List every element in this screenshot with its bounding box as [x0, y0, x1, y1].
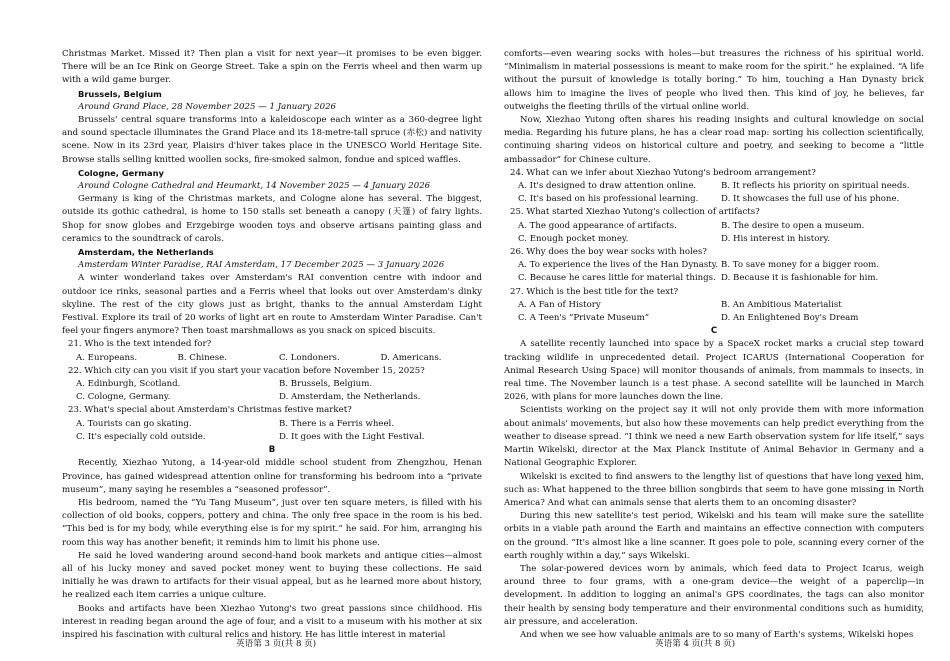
- option-c: C. Londoners.: [279, 352, 340, 363]
- option-d: D. An Enlightened Boy's Dream: [721, 313, 859, 324]
- option-c: C. It's especially cold outside.: [76, 431, 206, 442]
- passage-b-paragraph-2: His bedroom, named the “Yu Tang Museum”, just over ten square meters, is filled with his collection of old books, coppers, pottery and china. The only free space in the room is his bed. “This bed is for my body, while everything else is for my spirit.” he said. For him, arranging his room this way has another benefit; it reminds him to limit his phone use.: [62, 497, 482, 548]
- option-a: A. Edinburgh, Scotland.: [76, 379, 181, 390]
- page-3-column: [62, 48, 482, 642]
- passage-c-paragraph-2: Scientists working on the project say it will not only provide them with more information about animals' movements, but also how these movements can help predict everything from the weather to disease spread. “I think we need a new Earth observation system for life itself,” says Martin Wikelski, director at the Max Planck Institute of Animal Behavior in Germany and a National Geographic Explorer.: [504, 405, 924, 469]
- question-25-options-row1: [504, 220, 924, 233]
- option-a: A. It's designed to draw attention online.: [518, 181, 697, 192]
- cologne-event: Around Cologne Cathedral and Heumarkt, 14 November 2025 — 4 January 2026: [78, 181, 431, 192]
- option-d: D. His interest in history.: [721, 233, 830, 244]
- passage-b-paragraph-3: He said he loved wandering around second-hand book markets and antique cities—almost all of his lucky money and saved pocket money went to buying these collections. He said initially he was drawn to artifacts for their visual appeal, but as he learned more about history, he realized each item carries a unique culture.: [62, 550, 482, 601]
- option-b: B. There is a Ferris wheel.: [279, 418, 395, 429]
- passage-c-paragraph-5: The solar-powered devices worn by animals, which feed data to Project Icarus, weigh around three to four grams, with a one-gram device—the weight of a paperclip—in development. In addition to logging an animal's GPS coordinates, the tags can also monitor their health by sensing body temperature and their environmental conditions such as humidity, air pressure, and acceleration.: [504, 563, 924, 627]
- question-25-stem: 25. What started Xiezhao Yutong's collection of artifacts?: [510, 207, 760, 218]
- question-22-options-row1: [62, 378, 482, 391]
- brussels-heading: Brussels, Belgium: [78, 88, 162, 99]
- option-d: D. Because it is fashionable for him.: [721, 273, 879, 284]
- option-b: B. It reflects his priority on spiritual needs.: [721, 181, 910, 192]
- question-23-options-row1: [62, 418, 482, 431]
- question-24-options-row2: [504, 193, 924, 206]
- option-d: D. Amsterdam, the Netherlands.: [279, 392, 421, 403]
- paragraph-3-text-end: him, such as: What happened to the three billion songbirds that seem to have gone missing in North America? And what can animals sense that alerts them to an oncoming disaster?: [504, 471, 924, 508]
- page-3-footer: 英语第 3 页(共 8 页): [236, 639, 317, 649]
- paragraph-3-text-start: Wikelski is excited to find answers to the lengthy list of questions that have long: [520, 471, 877, 482]
- question-26-options-row1: [504, 259, 924, 272]
- page-4-column: [504, 48, 924, 642]
- passage-b-paragraph-5: Now, Xiezhao Yutong often shares his reading insights and cultural knowledge on social media. Regarding his future plans, he has a clear road map: sorting his collection scientifically, continuing sharing videos on historical culture and poetry, and seeking to become a “little ambassador” for Chinese culture.: [504, 115, 924, 165]
- question-23-stem: 23. What's special about Amsterdam's Christmas festive market?: [68, 405, 352, 416]
- amsterdam-body: A winter wonderland takes over Amsterdam's RAI convention centre with indoor and outdoor ice rinks, seasonal parties and a Ferris wheel that looks out over Amsterdam's dinky skyline. The rest of the city glows just as bright, thanks to the annual Amsterdam Light Festival. Explore its trail of 20 works of light art en route to Amsterdam Winter Paradise. Can't feel your fingers anymore? Then toast marshmallows as you snack on spiced biscuits.: [62, 273, 482, 337]
- option-a: A. To experience the lives of the Han Dynasty.: [518, 260, 719, 271]
- option-d: D. Americans.: [380, 352, 442, 363]
- option-b: B. Chinese.: [177, 352, 227, 363]
- option-c: C. It's based on his professional learning.: [518, 194, 699, 205]
- question-26-stem: 26. Why does the boy wear socks with holes?: [510, 247, 707, 258]
- question-22-stem: 22. Which city can you visit if you start your vacation before November 15, 2025?: [68, 365, 425, 376]
- question-24-options-row1: [504, 180, 924, 193]
- question-27-options-row1: [504, 299, 924, 312]
- option-a: A. Europeans.: [76, 352, 138, 363]
- cologne-heading: Cologne, Germany: [78, 167, 164, 178]
- option-a: A. A Fan of History: [518, 299, 601, 310]
- question-23-options-row2: [62, 431, 482, 444]
- question-24-stem: 24. What can we infer about Xiezhao Yutong's bedroom arrangement?: [510, 167, 816, 178]
- option-d: D. It goes with the Light Festival.: [279, 431, 425, 442]
- passage-c-paragraph-1: A satellite recently launched into space by a SpaceX rocket marks a crucial step toward tracking wildlife in unprecedented detail. Project ICARUS (International Cooperation for Animal Research Using Space) will monitor thousands of animals, from mammals to insects, in real time. The November launch is a test phase. A second satellite will be launched in March 2026, with plans for more launches down the line.: [504, 339, 924, 403]
- section-b-heading: B: [268, 445, 276, 456]
- question-22-options-row2: [62, 391, 482, 404]
- underlined-word-vexed: vexed: [876, 471, 902, 482]
- brussels-body: Brussels' central square transforms into a kaleidoscope each winter as a 360-degree light and sound spectacle illuminates the Grand Place and its 18-metre-tall spruce (赤松) and nativity scene. Now in its 23rd year, Plaisirs d'hiver takes place in the UNESCO World Heritage Site. Browse stalls selling knitted woollen socks, fire-smoked salmon, fondue and spiced waffles.: [62, 115, 482, 165]
- option-b: B. To save money for a bigger room.: [721, 260, 880, 271]
- question-21-stem: 21. Who is the text intended for?: [68, 339, 212, 350]
- option-c: C. Enough pocket money.: [518, 233, 629, 244]
- brussels-event: Around Grand Place, 28 November 2025 — 1 January 2026: [78, 101, 337, 112]
- option-b: B. The desire to open a museum.: [721, 220, 865, 231]
- passage-c-paragraph-3: [504, 471, 924, 511]
- option-a: A. Tourists can go skating.: [76, 418, 192, 429]
- section-c-heading: C: [710, 326, 718, 337]
- option-c: C. A Teen's “Private Museum”: [518, 313, 650, 324]
- cologne-body: Germany is king of the Christmas markets, and Cologne alone has several. The biggest, outside its gothic cathedral, is home to 150 stalls set beneath a canopy (天篷) of fairy lights. Shop for snow globes and Erzgebirge wooden toys and observe artisans painting glass and ceramics to the soundtrack of carols.: [62, 194, 482, 244]
- passage-b-continuation: comforts—even wearing socks with holes—but treasures the richness of his spiritual world. “Minimalism in material possessions is meant to make room for the spirit.” he explained. “A life without the pursuit of knowledge is totally boring.” To him, touching a Han Dynasty brick allows him to imagine the lives of people who lived then. This kind of joy, he believes, far outweighs the fleeting thrills of the virtual online world.: [504, 49, 924, 112]
- amsterdam-heading: Amsterdam, the Netherlands: [78, 247, 214, 258]
- amsterdam-event: Amsterdam Winter Paradise, RAI Amsterdam, 17 December 2025 — 3 January 2026: [78, 260, 445, 271]
- passage-c-paragraph-6: And when we see how valuable animals are to so many of Earth's systems, Wikelski hopes: [520, 629, 914, 640]
- question-27-stem: 27. Which is the best title for the text?: [510, 286, 679, 297]
- intro-paragraph: Christmas Market. Missed it? Then plan a visit for next year—it promises to be even bigger. There will be an Ice Rink on George Street. Take a spin on the Ferris wheel and then warm up with a wild game burger.: [62, 49, 482, 86]
- question-25-options-row2: [504, 233, 924, 246]
- passage-b-paragraph-4: Books and artifacts have been Xiezhao Yutong's two great passions since childhood. His interest in reading began around the age of four, and a visit to a museum with his mother at six inspired his fascination with cultural relics and history. He has little interest in material: [62, 603, 482, 640]
- option-a: A. The good appearance of artifacts.: [518, 220, 677, 231]
- question-21-options: [62, 352, 482, 365]
- page-4-footer: 英语第 4 页(共 8 页): [655, 639, 736, 649]
- option-c: C. Because he cares little for material things.: [518, 273, 716, 284]
- question-26-options-row2: [504, 272, 924, 285]
- option-d: D. It showcases the full use of his phone.: [721, 194, 900, 205]
- passage-c-paragraph-4: During this new satellite's test period, Wikelski and his team will make sure the satellite orbits in a viable path around the Earth and maintains an effective connection with computers on the ground. “It's almost like a line scanner. It goes pole to pole, scanning every corner of the earth roughly within a day,” says Wikelski.: [504, 511, 924, 561]
- question-27-options-row2: [504, 312, 924, 325]
- option-c: C. Cologne, Germany.: [76, 392, 171, 403]
- option-b: B. An Ambitious Materialist: [721, 299, 842, 310]
- option-b: B. Brussels, Belgium.: [279, 379, 373, 390]
- passage-b-paragraph-1: Recently, Xiezhao Yutong, a 14-year-old middle school student from Zhengzhou, Henan Province, has gained widespread attention online for transforming his bedroom into a “private museum”, many saying he resembles a “seasoned professor”.: [62, 458, 482, 495]
